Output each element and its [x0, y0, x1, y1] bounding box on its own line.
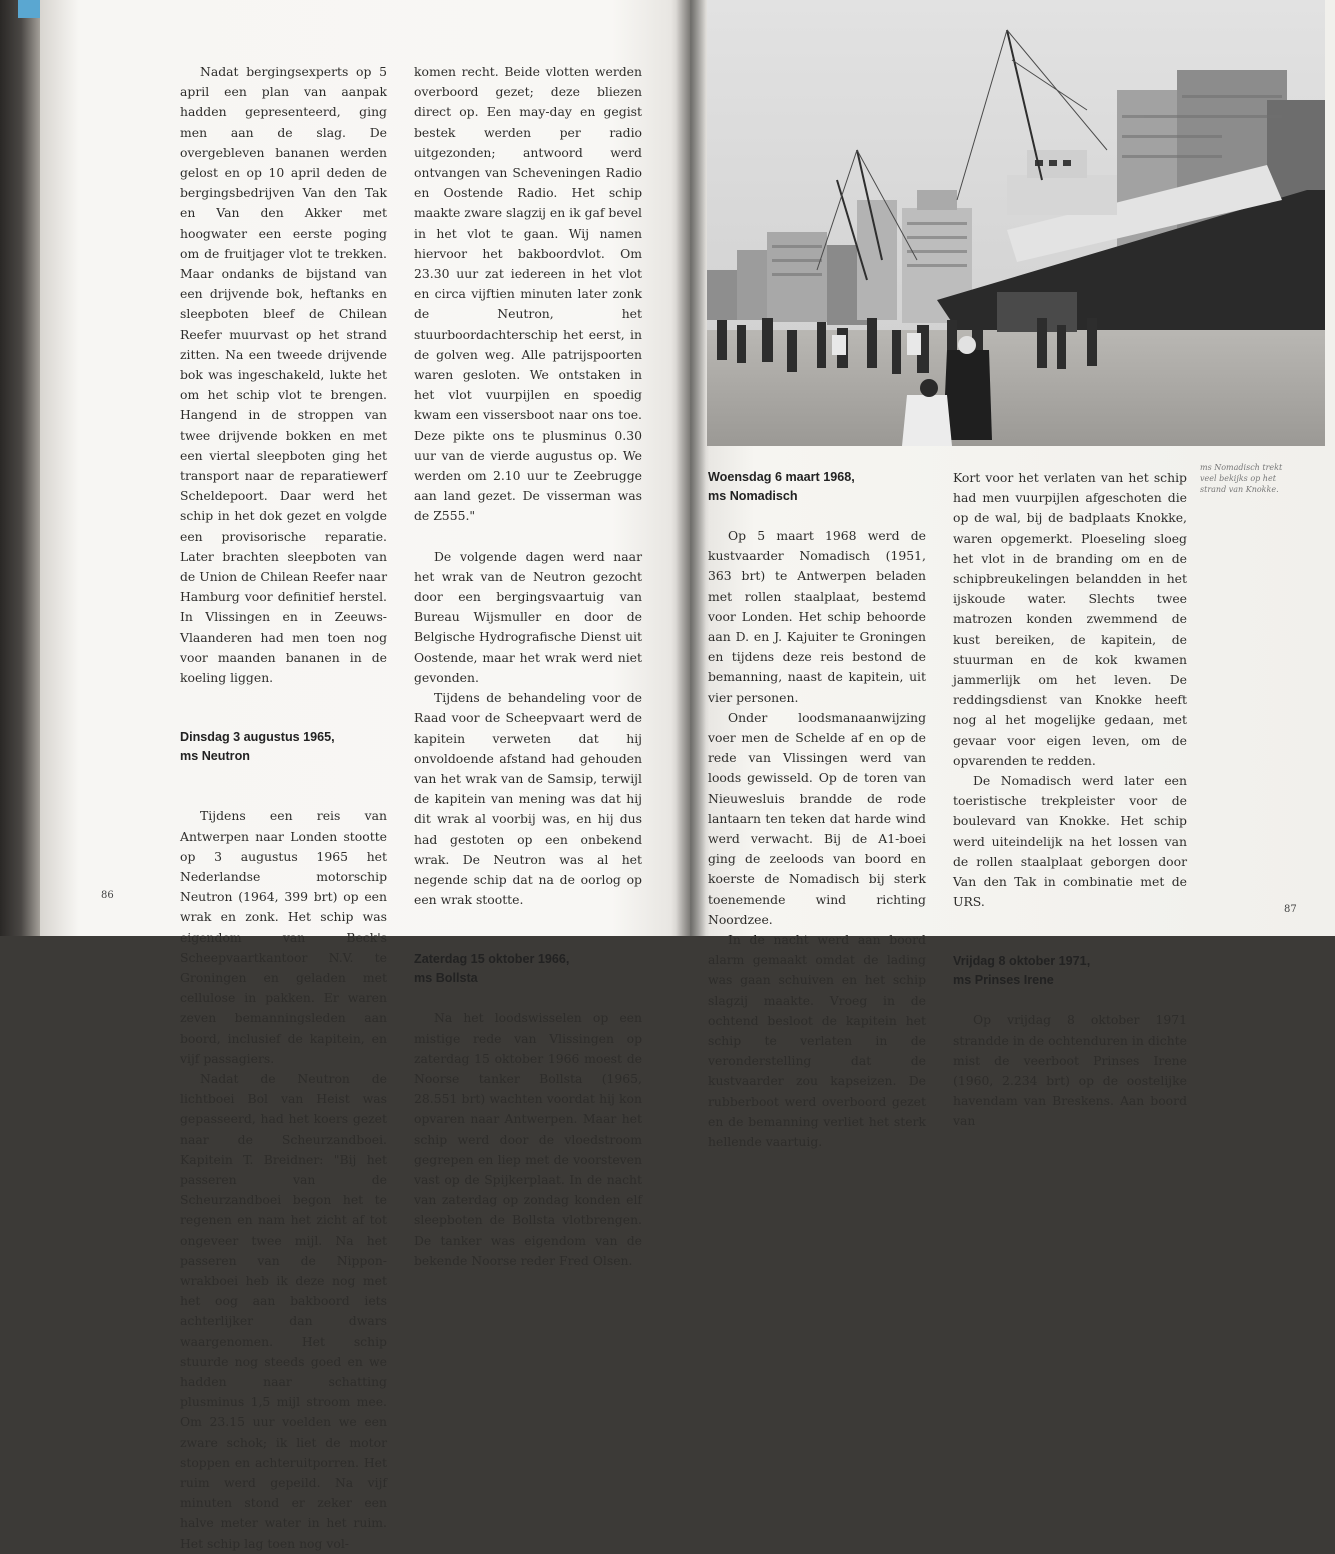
gutter-shadow	[676, 0, 706, 936]
section-heading-ship: ms Bollsta	[414, 971, 478, 986]
left-column-1	[180, 62, 387, 1554]
page-number: 87	[1284, 904, 1297, 915]
paragraph: Kort voor het verlaten van het schip had men vuurpijlen afgeschoten die op de wal, bij de badplaats Knokke, waren opgemerkt. Ploeseling sloeg het vlot in de branding om en de schipbreukelingen belandden in het ijskoude water. Slechts twee matrozen konden zwemmend de kust bereiken, de kapitein, de stuurman en de kok kwamen jammerlijk om het leven. De reddingsdienst van Knokke heeft nog al het mogelijke gedaan, met gevaar voor eigen leven, om de opvarenden te redden.	[953, 470, 1187, 768]
paragraph: De volgende dagen werd naar het wrak van de Neutron gezocht door een bergingsvaartuig van Bureau Wijsmuller en door de Belgische Hydrografische Dienst uit Oostende, maar het wrak werd niet gevonden.	[414, 548, 642, 685]
section-heading-date: Woensdag 6 maart 1968,	[708, 470, 855, 484]
paragraph: Nadat de Neutron de lichtboei Bol van Heist was gepasseerd, had het koers gezet naar de Scheurzandboei. Kapitein T. Breidner: "Bij het passeren van de Scheurzandboei begon het te regenen en nam het zicht af tot ongeveer twee mijl. Na het passeren van de Nippon-wrakboei heb ik deze nog met het oog aan bakboord iets achterlijker dan dwars waargenomen. Het schip stuurde nog steeds goed en we hadden naar schatting plusminus 1,5 mijl stroom mee. Om 23.15 uur voelden we een zware schok; ik liet de motor stoppen en achteruitporren. Het ruim werd gepeild. Na vijf minuten stond er zeker een halve meter water in het ruim. Het schip lag toen nog vol-	[180, 1070, 387, 1551]
right-column-2	[953, 468, 1187, 1132]
paragraph: Nadat bergingsexperts op 5 april een plan van aanpak hadden gepresenteerd, ging men aan de slag. De overgebleven bananen werden gelost en op 10 april deden de bergingsbedrijven Van den Tak en Van den Akker met hoogwater een eerste poging om de fruitjager vlot te trekken. Maar ondanks de bijstand van een drijvende bok, heftanks en sleepboten bleef de Chilean Reefer muurvast op het strand zitten. Na een tweede drijvende bok was ingeschakeld, lukte het om het schip vlot te brengen. Hangend in de stroppen van twee drijvende bokken en met een viertal sleepboten ging het transport naar de reparatiewerf Scheldepoort. Daar werd het schip in het dok gezet en volgde een provisorische reparatie. Later brachten sleepboten van de Union de Chilean Reefer naar Hamburg voor definitief herstel. In Vlissingen en in Zeeuws-Vlaanderen had men toen nog voor maanden bananen in de koeling liggen.	[180, 64, 387, 686]
paragraph: Onder loodsmanaanwijzing voer men de Schelde af en op de rede van Vlissingen werd van loods gewisseld. Op de toren van Nieuwesluis brandde de rode lantaarn ten teken dat harde wind werd verwacht. Bij de A1-boei ging de zeeloods van boord en koerste de Nomadisch bij sterk toenemende wind richting Noordzee.	[708, 709, 926, 927]
paragraph: In de nacht werd aan boord alarm gemaakt omdat de lading was gaan schuiven en het schip slagzij maakte. Vroeg in de ochtend besloot de kapitein het schip te verlaten in de veronderstelling dat de kustvaarder zou kapseizen. De rubberboot werd overboord gezet en de bemanning verliet het sterk hellende vaartuig.	[708, 932, 926, 1150]
paragraph: Tijdens een reis van Antwerpen naar Londen stootte op 3 augustus 1965 het Nederlandse motorschip Neutron (1964, 399 brt) op een wrak en zonk. Het schip was eigendom van Beck's Scheepvaartkantoor N.V. te Groningen en geladen met cellulose in pakken. Er waren zeven bemanningsleden aan boord, inclusief de kapitein, en vijf passagiers.	[180, 808, 387, 1066]
paragraph: Tijdens de behandeling voor de Raad voor de Scheepvaart werd de kapitein verweten dat hij onvoldoende afstand had gehouden van het wrak van de Samsip, terwijl de kapitein van mening was dat hij dit wrak al voorbij was, en hij dus had gestoten op een onbekend wrak. De Neutron was al het negende schip dat na de oorlog op een wrak stootte.	[414, 690, 642, 908]
paragraph: De Nomadisch werd later een toeristische trekpleister voor de boulevard van Knokke. Het schip werd uiteindelijk na het lossen van de rollen staalplaat geborgen door Van den Tak in combinatie met de URS.	[953, 773, 1187, 910]
photo-caption: ms Nomadisch trekt veel bekijks op het strand van Knokke.	[1200, 463, 1283, 494]
paragraph: Op 5 maart 1968 werd de kustvaarder Nomadisch (1951, 363 brt) te Antwerpen beladen met rollen staalplaat, bestemd voor Londen. Het schip behoorde aan D. en J. Kajuiter te Groningen en tijdens deze reis bestond de bemanning, naast de kapitein, uit vier personen.	[708, 528, 926, 705]
section-heading-ship: ms Nomadisch	[708, 489, 798, 503]
left-column-2	[414, 62, 642, 1271]
photo-stranded-ship	[707, 0, 1325, 446]
paragraph: komen recht. Beide vlotten werden overboord gezet; deze bliezen direct op. Een may-day en gegist bestek werden per radio uitgezonden; antwoord werd ontvangen van Scheveningen Radio en Oostende Radio. Het schip maakte zware slagzij en ik gaf bevel in het vlot te gaan. Wij namen hiervoor het bakboordvlot. Om 23.30 uur zat iedereen in het vlot en circa vijftien minuten later zonk de Neutron, het stuurboordachterschip het eerst, in de golven weg. Alle patrijspoorten waren gesloten. We ontstaken in het vlot vuurpijlen en spoedig kwam een vissersboot naar ons toe. Deze pikte ons te plusminus 0.30 uur van de vierde augustus op. We werden om 2.10 uur te Zeebrugge aan land gezet. De visserman was de Z555."	[414, 64, 642, 524]
section-heading-date: Vrijdag 8 oktober 1971,	[953, 954, 1091, 969]
right-column-1	[708, 468, 926, 1152]
section-heading-date: Zaterdag 15 oktober 1966,	[414, 952, 570, 967]
paragraph: Op vrijdag 8 oktober 1971 strandde in de ochtenduren in dichte mist de veerboot Prinses Irene (1960, 2.234 brt) op de oostelijke havendam van Breskens. Aan boord van	[953, 1012, 1187, 1129]
section-heading-ship: ms Prinses Irene	[953, 973, 1054, 988]
photo-illustration	[707, 0, 1325, 446]
page-number: 86	[101, 890, 114, 901]
paragraph: Na het loodswisselen op een mistige rede van Vlissingen op zaterdag 15 oktober 1966 moest de Noorse tanker Bollsta (1965, 28.551 brt) wachten voordat hij kon opvaren naar Antwerpen. Maar het schip werd door de vloedstroom gegrepen en liep met de voorsteven vast op de Spijkerplaat. In de nacht van zaterdag op zondag konden elf sleepboten de Bollsta vlotbrengen. De tanker was eigendom van de bekende Noorse reder Fred Olsen.	[414, 1010, 642, 1268]
section-heading-date: Dinsdag 3 augustus 1965,	[180, 730, 335, 745]
section-heading-ship: ms Neutron	[180, 749, 250, 764]
